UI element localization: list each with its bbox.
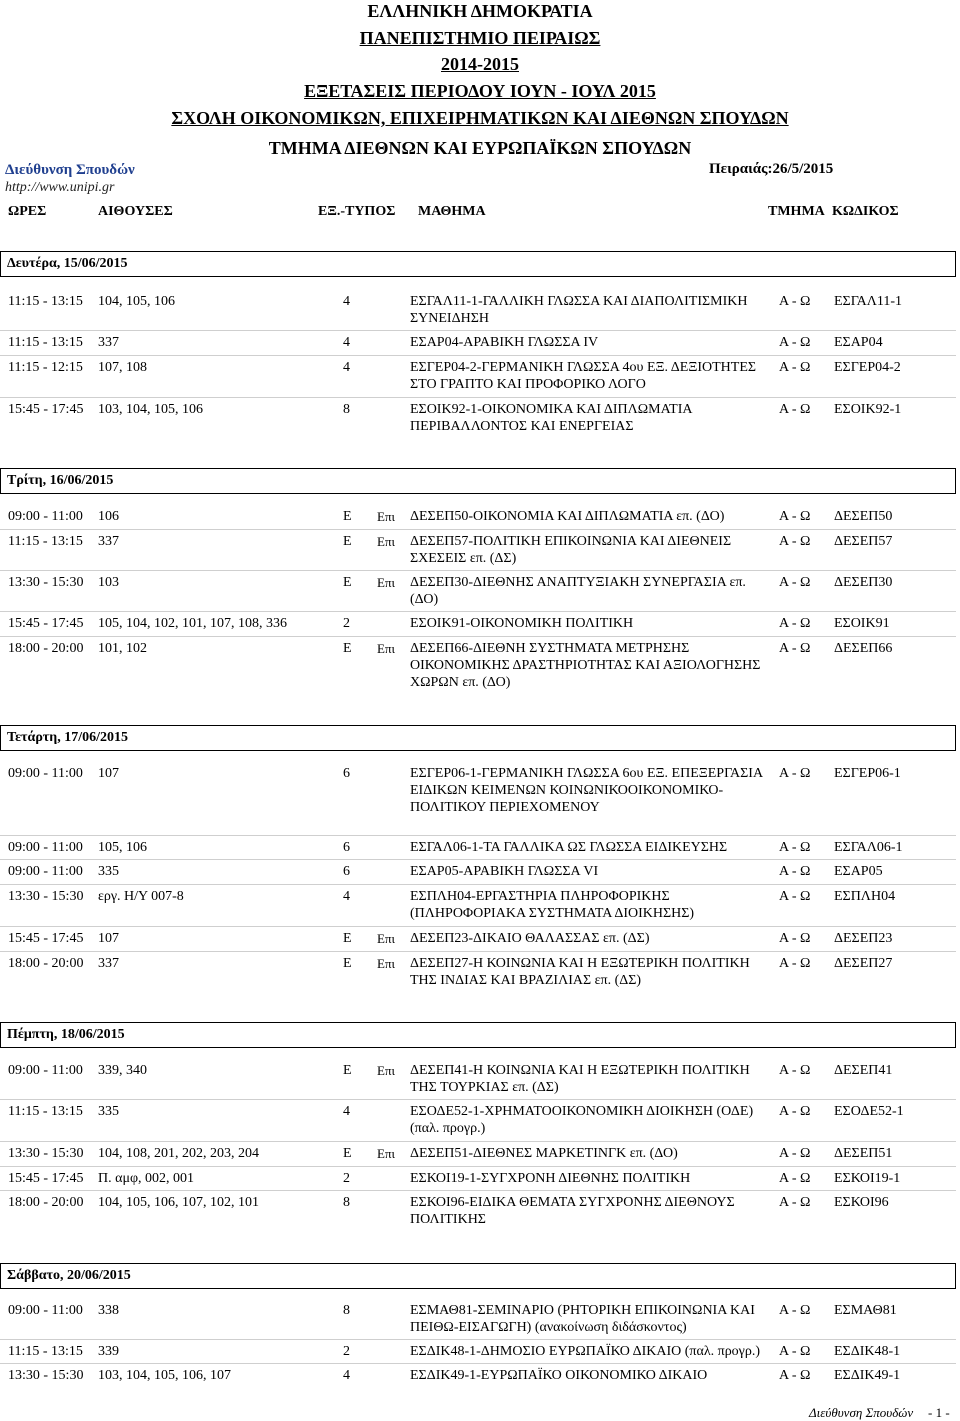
day-title: Δευτέρα, 15/06/2015 [7, 256, 128, 271]
row-exam-type: 4 [343, 294, 350, 309]
row-separator [0, 397, 956, 398]
col-department: ΤΜΗΜΑ [768, 204, 825, 219]
row-course: ΕΣΚΟΙ96-ΕΙΔΙΚΑ ΘΕΜΑΤΑ ΣΥΓΧΡΟΝΗΣ ΔΙΕΘΝΟΥΣ ΠΟΛΙΤΙΚΗΣ [410, 1195, 735, 1227]
row-course: ΔΕΣΕΠ27-Η ΚΟΙΝΩΝΙΑ ΚΑΙ Η ΕΞΩΤΕΡΙΚΗ ΠΟΛΙΤΙΚΗ ΤΗΣ ΙΝΔΙΑΣ ΚΑΙ ΒΡΑΖΙΛΙΑΣ επ. (ΔΣ) [410, 956, 750, 988]
row-separator [0, 611, 956, 612]
row-department: Α - Ω [779, 956, 811, 971]
row-time: 09:00 - 11:00 [8, 1303, 83, 1318]
row-rooms: 335 [98, 864, 119, 879]
row-code: ΔΕΣΕΠ57 [834, 534, 893, 549]
row-time: 15:45 - 17:45 [8, 402, 84, 417]
day-title: Τετάρτη, 17/06/2015 [7, 730, 128, 745]
page-number: - 1 - [928, 1405, 950, 1420]
row-course: ΕΣΠΛΗ04-ΕΡΓΑΣΤΗΡΙΑ ΠΛΗΡΟΦΟΡΙΚΗΣ (ΠΛΗΡΟΦΟΡΙΑΚΑ ΣΥΣΤΗΜΑΤΑ ΔΙΟΙΚΗΣΗΣ) [410, 889, 695, 921]
day-header [0, 1263, 956, 1289]
row-exam-type: 6 [343, 766, 350, 781]
row-separator [0, 1190, 956, 1191]
academic-year: 2014-2015 [441, 54, 519, 74]
row-department: Α - Ω [779, 1063, 811, 1078]
row-time: 13:30 - 15:30 [8, 1146, 84, 1161]
row-course: ΕΣΚΟΙ19-1-ΣΥΓΧΡΟΝΗ ΔΙΕΘΝΗΣ ΠΟΛΙΤΙΚΗ [410, 1171, 691, 1186]
row-rooms: 103, 104, 105, 106, 107 [98, 1368, 231, 1383]
row-code: ΕΣΑΡ05 [834, 864, 883, 879]
row-department: Α - Ω [779, 1146, 811, 1161]
row-code: ΔΕΣΕΠ27 [834, 956, 893, 971]
row-time: 15:45 - 17:45 [8, 1171, 84, 1186]
row-department: Α - Ω [779, 534, 811, 549]
row-separator [0, 570, 956, 571]
row-rooms: 107, 108 [98, 360, 147, 375]
row-time: 09:00 - 11:00 [8, 864, 83, 879]
row-code: ΕΣΚΟΙ19-1 [834, 1171, 901, 1186]
row-exam-type: 6 [343, 864, 350, 879]
row-code: ΕΣΟΔΕ52-1 [834, 1104, 904, 1119]
website-link[interactable]: http://www.unipi.gr [5, 180, 115, 195]
row-rooms: 103 [98, 575, 119, 590]
day-header [0, 725, 956, 751]
col-hours: ΩΡΕΣ [8, 204, 47, 219]
row-course: ΕΣΑΡ05-ΑΡΑΒΙΚΗ ΓΛΩΣΣΑ VI [410, 864, 599, 879]
row-time: 15:45 - 17:45 [8, 616, 84, 631]
row-rooms: 105, 106 [98, 840, 147, 855]
row-separator [0, 330, 956, 331]
row-code: ΕΣΔΙΚ48-1 [834, 1344, 901, 1359]
row-department: Α - Ω [779, 1195, 811, 1210]
row-exam-type: 4 [343, 335, 350, 350]
col-course: ΜΑΘΗΜΑ [418, 204, 486, 219]
row-epi: Επι [377, 509, 396, 524]
row-department: Α - Ω [779, 509, 811, 524]
row-rooms: 335 [98, 1104, 119, 1119]
row-time: 11:15 - 13:15 [8, 1344, 83, 1359]
row-department: Α - Ω [779, 864, 811, 879]
row-exam-type: Ε [343, 1063, 352, 1078]
row-department: Α - Ω [779, 575, 811, 590]
row-rooms: 101, 102 [98, 641, 147, 656]
row-code: ΕΣΓΑΛ11-1 [834, 294, 903, 309]
row-time: 15:45 - 17:45 [8, 931, 84, 946]
row-time: 11:15 - 13:15 [8, 294, 83, 309]
col-rooms: ΑΙΘΟΥΣΕΣ [98, 204, 173, 219]
row-time: 09:00 - 11:00 [8, 840, 83, 855]
row-course: ΔΕΣΕΠ51-ΔΙΕΘΝΕΣ ΜΑΡΚΕΤΙΝΓΚ επ. (ΔΟ) [410, 1146, 678, 1161]
row-code: ΕΣΔΙΚ49-1 [834, 1368, 901, 1383]
row-course: ΕΣΓΑΛ06-1-ΤΑ ΓΑΛΛΙΚΑ ΩΣ ΓΛΩΣΣΑ ΕΙΔΙΚΕΥΣΗΣ [410, 840, 728, 855]
row-exam-type: Ε [343, 534, 352, 549]
row-rooms: 104, 105, 106 [98, 294, 175, 309]
row-department: Α - Ω [779, 616, 811, 631]
day-header [0, 251, 956, 277]
row-time: 18:00 - 20:00 [8, 641, 84, 656]
row-rooms: 104, 108, 201, 202, 203, 204 [98, 1146, 259, 1161]
row-course: ΔΕΣΕΠ57-ΠΟΛΙΤΙΚΗ ΕΠΙΚΟΙΝΩΝΙΑ ΚΑΙ ΔΙΕΘΝΕΙΣ ΣΧΕΣΕΙΣ επ. (ΔΣ) [410, 534, 732, 566]
row-exam-type: 4 [343, 1104, 350, 1119]
row-department: Α - Ω [779, 360, 811, 375]
row-exam-type: Ε [343, 1146, 352, 1161]
row-time: 13:30 - 15:30 [8, 889, 84, 904]
row-epi: Επι [377, 1146, 396, 1161]
row-separator [0, 1141, 956, 1142]
row-rooms: εργ. Η/Υ 007-8 [98, 889, 184, 904]
row-code: ΔΕΣΕΠ30 [834, 575, 893, 590]
row-course: ΕΣΓΑΛ11-1-ΓΑΛΛΙΚΗ ΓΛΩΣΣΑ ΚΑΙ ΔΙΑΠΟΛΙΤΙΣΜΙΚΗ ΣΥΝΕΙΔΗΣΗ [410, 294, 748, 326]
university-heading: ΠΑΝΕΠΙΣΤΗΜΙΟ ΠΕΙΡΑΙΩΣ [359, 28, 601, 48]
row-course: ΕΣΓΕΡ04-2-ΓΕΡΜΑΝΙΚΗ ΓΛΩΣΣΑ 4ου ΕΞ. ΔΕΞΙΟΤΗΤΕΣ ΣΤΟ ΓΡΑΠΤΟ ΚΑΙ ΠΡΟΦΟΡΙΚΟ ΛΟΓΟ [410, 360, 757, 392]
row-department: Α - Ω [779, 1344, 811, 1359]
row-time: 18:00 - 20:00 [8, 1195, 84, 1210]
row-exam-type: Ε [343, 956, 352, 971]
row-code: ΕΣΜΑΘ81 [834, 1303, 897, 1318]
row-department: Α - Ω [779, 931, 811, 946]
row-course: ΕΣΓΕΡ06-1-ΓΕΡΜΑΝΙΚΗ ΓΛΩΣΣΑ 6ου ΕΞ. ΕΠΕΞΕΡΓΑΣΙΑ ΕΙΔΙΚΩΝ ΚΕΙΜΕΝΩΝ ΚΟΙΝΩΝΙΚΟΟΙΚΟΝΟΜΙΚΟ-ΠΟΛΙΤΙΚΟΥ ΠΕΡΙΕΧΟΜΕΝΟΥ [410, 766, 763, 815]
row-separator [0, 835, 956, 836]
row-code: ΔΕΣΕΠ66 [834, 641, 893, 656]
row-rooms: 105, 104, 102, 101, 107, 108, 336 [98, 616, 287, 631]
row-rooms: 103, 104, 105, 106 [98, 402, 203, 417]
row-code: ΕΣΓΑΛ06-1 [834, 840, 903, 855]
row-department: Α - Ω [779, 335, 811, 350]
studies-office: Διεύθυνση Σπουδών [5, 162, 135, 178]
row-separator [0, 1363, 956, 1364]
row-separator [0, 1339, 956, 1340]
row-department: Α - Ω [779, 402, 811, 417]
row-rooms: 339 [98, 1344, 119, 1359]
row-rooms: 337 [98, 534, 119, 549]
row-time: 09:00 - 11:00 [8, 1063, 83, 1078]
row-exam-type: 4 [343, 360, 350, 375]
row-exam-type: 2 [343, 1344, 350, 1359]
row-rooms: 339, 340 [98, 1063, 147, 1078]
row-separator [0, 1099, 956, 1100]
row-time: 13:30 - 15:30 [8, 1368, 84, 1383]
row-course: ΕΣΟΔΕ52-1-ΧΡΗΜΑΤΟΟΙΚΟΝΟΜΙΚΗ ΔΙΟΙΚΗΣΗ (ΟΔΕ) (παλ. προγρ.) [410, 1104, 754, 1136]
row-department: Α - Ω [779, 641, 811, 656]
row-epi: Επι [377, 931, 396, 946]
row-course: ΕΣΟΙΚ91-ΟΙΚΟΝΟΜΙΚΗ ΠΟΛΙΤΙΚΗ [410, 616, 634, 631]
row-course: ΕΣΑΡ04-ΑΡΑΒΙΚΗ ΓΛΩΣΣΑ IV [410, 335, 599, 350]
row-department: Α - Ω [779, 766, 811, 781]
row-separator [0, 1166, 956, 1167]
row-course: ΔΕΣΕΠ66-ΔΙΕΘΝΗ ΣΥΣΤΗΜΑΤΑ ΜΕΤΡΗΣΗΣ ΟΙΚΟΝΟΜΙΚΗΣ ΔΡΑΣΤΗΡΙΟΤΗΤΑΣ ΚΑΙ ΑΞΙΟΛΟΓΗΣΗΣ ΧΩΡΩΝ επ. (ΔΟ) [410, 641, 761, 690]
row-exam-type: 8 [343, 402, 350, 417]
row-code: ΕΣΟΙΚ91 [834, 616, 890, 631]
row-exam-type: 4 [343, 889, 350, 904]
row-rooms: 338 [98, 1303, 119, 1318]
row-rooms: 104, 105, 106, 107, 102, 101 [98, 1195, 259, 1210]
row-code: ΕΣΟΙΚ92-1 [834, 402, 902, 417]
row-code: ΔΕΣΕΠ23 [834, 931, 893, 946]
row-separator [0, 636, 956, 637]
day-title: Πέμπτη, 18/06/2015 [7, 1027, 125, 1042]
row-time: 11:15 - 13:15 [8, 1104, 83, 1119]
row-time: 09:00 - 11:00 [8, 509, 83, 524]
row-exam-type: Ε [343, 641, 352, 656]
row-department: Α - Ω [779, 1171, 811, 1186]
row-rooms: 107 [98, 931, 119, 946]
row-exam-type: 2 [343, 616, 350, 631]
row-exam-type: 2 [343, 1171, 350, 1186]
row-epi: Επι [377, 575, 396, 590]
row-rooms: Π. αμφ, 002, 001 [98, 1171, 195, 1186]
row-rooms: 337 [98, 335, 119, 350]
row-exam-type: 8 [343, 1303, 350, 1318]
row-separator [0, 529, 956, 530]
row-exam-type: Ε [343, 509, 352, 524]
row-code: ΔΕΣΕΠ51 [834, 1146, 893, 1161]
school-heading: ΣΧΟΛΗ ΟΙΚΟΝΟΜΙΚΩΝ, ΕΠΙΧΕΙΡΗΜΑΤΙΚΩΝ ΚΑΙ ΔΙΕΘΝΩΝ ΣΠΟΥΔΩΝ [171, 108, 789, 128]
row-rooms: 106 [98, 509, 119, 524]
row-time: 09:00 - 11:00 [8, 766, 83, 781]
row-time: 11:15 - 13:15 [8, 534, 83, 549]
row-code: ΕΣΚΟΙ96 [834, 1195, 889, 1210]
day-title: Τρίτη, 16/06/2015 [7, 473, 114, 488]
row-course: ΕΣΟΙΚ92-1-ΟΙΚΟΝΟΜΙΚΑ ΚΑΙ ΔΙΠΛΩΜΑΤΙΑ ΠΕΡΙΒΑΛΛΟΝΤΟΣ ΚΑΙ ΕΝΕΡΓΕΙΑΣ [410, 402, 692, 434]
row-department: Α - Ω [779, 1104, 811, 1119]
row-department: Α - Ω [779, 889, 811, 904]
row-code: ΔΕΣΕΠ50 [834, 509, 893, 524]
row-department: Α - Ω [779, 294, 811, 309]
row-code: ΕΣΓΕΡ04-2 [834, 360, 901, 375]
row-exam-type: Ε [343, 575, 352, 590]
row-department: Α - Ω [779, 1303, 811, 1318]
row-separator [0, 859, 956, 860]
row-course: ΔΕΣΕΠ23-ΔΙΚΑΙΟ ΘΑΛΑΣΣΑΣ επ. (ΔΣ) [410, 931, 650, 946]
row-code: ΕΣΠΛΗ04 [834, 889, 896, 904]
row-course: ΕΣΜΑΘ81-ΣΕΜΙΝΑΡΙΟ (ΡΗΤΟΡΙΚΗ ΕΠΙΚΟΙΝΩΝΙΑ ΚΑΙ ΠΕΙΘΩ-ΕΙΣΑΓΩΓΗ) (ανακοίνωση διδάσκοντος) [410, 1303, 755, 1335]
row-code: ΕΣΓΕΡ06-1 [834, 766, 901, 781]
row-exam-type: 6 [343, 840, 350, 855]
row-code: ΕΣΑΡ04 [834, 335, 883, 350]
day-header [0, 1022, 956, 1048]
row-epi: Επι [377, 1063, 396, 1078]
row-rooms: 107 [98, 766, 119, 781]
row-time: 13:30 - 15:30 [8, 575, 84, 590]
row-time: 18:00 - 20:00 [8, 956, 84, 971]
country-heading: ΕΛΛΗΝΙΚΗ ΔΗΜΟΚΡΑΤΙΑ [367, 1, 593, 21]
row-course: ΔΕΣΕΠ41-Η ΚΟΙΝΩΝΙΑ ΚΑΙ Η ΕΞΩΤΕΡΙΚΗ ΠΟΛΙΤΙΚΗ ΤΗΣ ΤΟΥΡΚΙΑΣ επ. (ΔΣ) [410, 1063, 750, 1095]
row-separator [0, 355, 956, 356]
row-exam-type: 8 [343, 1195, 350, 1210]
row-rooms: 337 [98, 956, 119, 971]
exam-period: ΕΞΕΤΑΣΕΙΣ ΠΕΡΙΟΔΟΥ ΙΟΥΝ - ΙΟΥΛ 2015 [304, 81, 656, 101]
col-code: ΚΩΔΙΚΟΣ [832, 204, 899, 219]
row-course: ΔΕΣΕΠ30-ΔΙΕΘΝΗΣ ΑΝΑΠΤΥΞΙΑΚΗ ΣΥΝΕΡΓΑΣΙΑ επ. (ΔΟ) [410, 575, 746, 607]
row-course: ΔΕΣΕΠ50-ΟΙΚΟΝΟΜΙΑ ΚΑΙ ΔΙΠΛΩΜΑΤΙΑ επ. (ΔΟ) [410, 509, 725, 524]
department-heading: ΤΜΗΜΑ ΔΙΕΘΝΩΝ ΚΑΙ ΕΥΡΩΠΑΪΚΩΝ ΣΠΟΥΔΩΝ [268, 138, 692, 158]
row-exam-type: Ε [343, 931, 352, 946]
row-epi: Επι [377, 956, 396, 971]
row-department: Α - Ω [779, 840, 811, 855]
row-department: Α - Ω [779, 1368, 811, 1383]
row-course: ΕΣΔΙΚ48-1-ΔΗΜΟΣΙΟ ΕΥΡΩΠΑΪΚΟ ΔΙΚΑΙΟ (παλ. προγρ.) [410, 1344, 761, 1359]
row-time: 11:15 - 12:15 [8, 360, 83, 375]
row-epi: Επι [377, 641, 396, 656]
row-course: ΕΣΔΙΚ49-1-ΕΥΡΩΠΑΪΚΟ ΟΙΚΟΝΟΜΙΚΟ ΔΙΚΑΙΟ [410, 1368, 708, 1383]
row-time: 11:15 - 13:15 [8, 335, 83, 350]
row-epi: Επι [377, 534, 396, 549]
row-exam-type: 4 [343, 1368, 350, 1383]
row-code: ΔΕΣΕΠ41 [834, 1063, 893, 1078]
day-header [0, 468, 956, 494]
row-separator [0, 926, 956, 927]
col-exam-type: ΕΞ.-ΤΥΠΟΣ [318, 204, 396, 219]
place-date: Πειραιάς:26/5/2015 [709, 161, 834, 177]
footer-label: Διεύθυνση Σπουδών [809, 1405, 914, 1420]
row-separator [0, 951, 956, 952]
row-separator [0, 884, 956, 885]
day-title: Σάββατο, 20/06/2015 [7, 1268, 131, 1283]
